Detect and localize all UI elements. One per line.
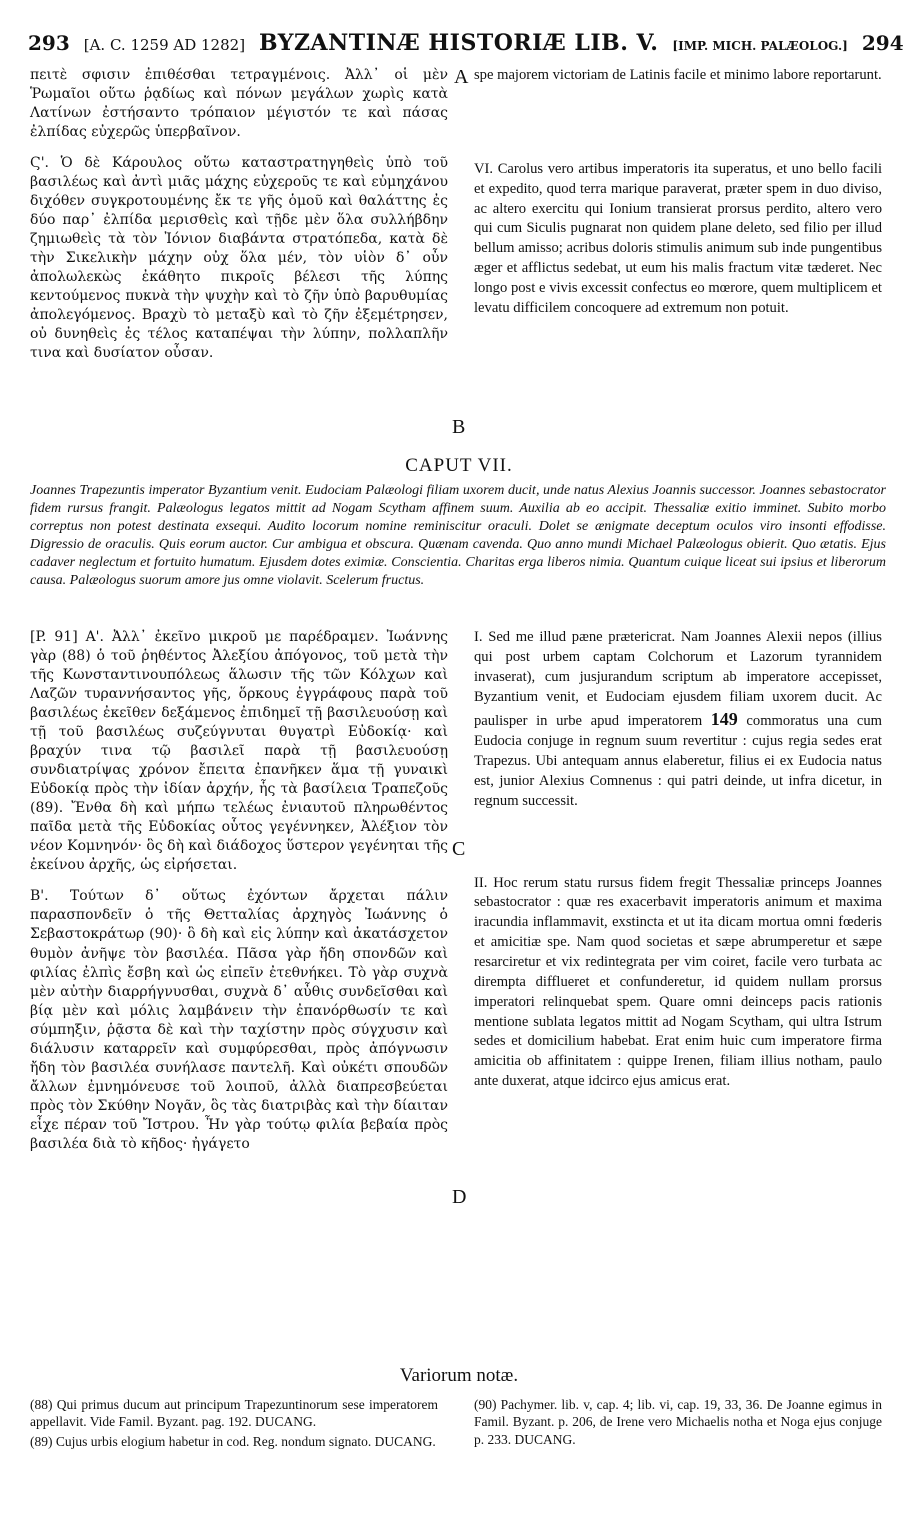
margin-letter-d: D (452, 1186, 467, 1208)
footnote-90: (90) Pachymer. lib. v, cap. 4; lib. vi, cap. 19, 33, 36. De Joanne egimus in Famil. Byzant. p. 206, de Irene vero Michaelis notha et Noga ejus conjuge p. 233. DUCANG. (474, 1397, 882, 1447)
page-number-left: 293 (28, 31, 70, 55)
header-emperor: [IMP. MICH. PALÆOLOG.] (672, 39, 848, 53)
latin-column-section-1 (474, 628, 882, 1104)
running-title: BYZANTINÆ HISTORIÆ LIB. V. (259, 30, 659, 56)
margin-letter-a: A (454, 66, 469, 88)
notes-left-column (30, 1396, 438, 1452)
latin-paragraph-section-6: VI. Carolus vero artibus imperatoris ita superatus, et uno bello facili et expedito, quod terra marique paraverat, præter spem in duo diviso, ac altero exercitu qui Ionium transierat prorsus perdito, altero vero qui cum Siculis pugnarat non quidem plane deleto, sed filio per illud bellum amisso; acribus doloris stimulis animum sub inde pungentibus æger et afflictus sedebat, ut eum his malis fractum vitæ tæderet. Nec longo post e vivis excessit confectus eo mœrore, quem multiplicem et levatu difficilem concoquere ad extremum non potuit. (474, 160, 882, 316)
margin-page-number: 149 (710, 709, 738, 730)
chapter-summary: Joannes Trapezuntis imperator Byzantium venit. Eudociam Palæologi filiam uxorem ducit, unde natus Alexius Joannis successor. Joannes sebastocrator fidem rursus frangit. Palæologus legatos mittit ad Nogam Scytham affinem suum. Auxilia ab eo accipit. Thessaliæ exitio imminet. Subito morbo correptus non potest destinata exsequi. Audito locorum nomine reminiscitur oraculi. Dolet se ænigmate deceptum oculos viro insonti effodisse. Digressio de oraculis. Quis eorum auctor. Cur ambigua et obscura. Quænam cavenda. Quo anno mundi Michael Palæologus obierit. Quo ætatis. Ejus cadaver neglectum et fortuito humatum. Ejusdem dotes eximiæ. Conscientia. Charitas erga liberos nimia. Quantum cuique liceat sui ipsius et liberorum causa. Palæologus suorum amore jus omne violavit. Scelerum fructus. (30, 483, 886, 588)
latin-section-1-part-a: I. Sed me illud pæne prætericrat. Nam Joannes Alexii nepos (illius qui post urbem captam Colchorum et Lazorum tyrannidem invaserat), cum jusjurandum scriptum ab imperatore accepisset, Byzantium venit, et Eudociam ejusdem filiam uxorem ducit. Ac paulisper in urbe apud imperatorem (474, 629, 882, 730)
latin-column-top (474, 66, 882, 331)
margin-letter-b: B (452, 416, 466, 438)
margin-letter-c: C (452, 838, 466, 860)
footnote-89: (89) Cujus urbis elogium habetur in cod. Reg. nondum signato. DUCANG. (30, 1433, 436, 1449)
greek-paragraph-section-1: [P. 91] Α'. Ἀλλ᾽ ἐκεῖνο μικροῦ με παρέδραμεν. Ἰωάννης γὰρ (88) ὁ τοῦ ῥηθέντος Ἀλεξίου ἀπόγονος, τοῦ μετὰ τὴν τῆς Κωνσταντινουπόλεως ἅλωσιν τῆς τῶν Κόλχων καὶ Λαζῶν τυραννήσαντος γῆς, ὅρκους ἐγγράφους παρὰ τοῦ βασιλέως ἐκεῖθεν δεξάμενος ἐπιδημεῖ τῇ βασιλευούσῃ καὶ τῇ τοῦ βασιλέως συζεύγνυται θυγατρὶ Εὐδοκίᾳ· καὶ βραχύν τινα τῷ βασιλεῖ παρὰ τῇ βασιλευούσῃ συνδιατρίψας χρόνον ἔπειτα ἐπανῆκεν ἅμα τῇ γυναικὶ Εὐδοκίᾳ πρὸς τὴν ἰδίαν ἀρχήν, ἧς τὰ βασίλεια Τραπεζοῦς (89). Ἔνθα δὴ καὶ μήπω τελέως ἐνιαυτοῦ πληρωθέντος παῖδα μετὰ τῆς Εὐδοκίας οὗτος γεγέννηκεν, Ἀλέξιον τὸν νέον Κομνηνόν· ὃς δὴ καὶ διάδοχος ὕστερον γεγένηται τῆς ἐκείνου ἀρχῆς, ὡς εἰρήσεται. (30, 629, 448, 874)
header-dates: [A. C. 1259 AD 1282] (83, 36, 246, 54)
page-number-right: 294 (861, 31, 904, 55)
running-header (28, 30, 904, 62)
chapter-title: CAPUT VII. (405, 455, 513, 476)
notes-heading: Variorum notæ. (399, 1365, 519, 1386)
greek-paragraph-section-2: Β'. Τούτων δ᾽ οὕτως ἐχόντων ἄρχεται πάλιν παρασπονδεῖν ὁ τῆς Θετταλίας ἀρχηγὸς Ἰωάννης ὁ Σεβαστοκράτωρ (90)· ὃ δὴ καὶ εἰς λύπην καὶ ἀκατάσχετον θυμὸν ἀνῆψε τὸν βασιλέα. Πᾶσα γὰρ ἤδη σπονδῶν καὶ φιλίας ἐλπὶς ἔσβη καὶ ὡς εἰπεῖν ἐτεθνήκει. Τὸ γὰρ συχνὰ μὲν αὐτὴν διαρρήγνυσθαι, συχνὰ δ᾽ αὖθις συνδεῖσθαι καὶ βίᾳ μὲν καὶ μόλις λαμβάνειν τὴν ἐπανόρθωσίν τε καὶ σύμπηξιν, ῥᾷστα δὲ καὶ τὴν ταχίστην πρὸς σύγχυσιν καὶ διάλυσιν καταρρεῖν καὶ συμφύρεσθαι, πρὸς ἀπόγνωσιν ἤδη τὸν βασιλέα συνήλασε παντελῆ. Καὶ οὐκέτι σπουδῶν ἄλλων ἐμνημόνευσε τοῦ λοιποῦ, ἀλλὰ διαπρεσβεύεται πρὸς τὸν Σκύθην Νογᾶν, ὃς τὰς διατριβὰς καὶ τὴν δίαιταν εἶχε πέραν τοῦ Ἴστρου. Ἦν γὰρ τούτῳ φιλία βεβαία πρὸς βασιλέα διὰ τὸ κῆδος· ἠγάγετο (30, 888, 448, 1152)
greek-column-section-1 (30, 628, 448, 1166)
greek-paragraph-section-6: Ϛ'. Ὁ δὲ Κάρουλος οὕτω καταστρατηγηθεὶς ὑπὸ τοῦ βασιλέως καὶ ἀντὶ μιᾶς μάχης εὐχεροῦς τε καὶ εὐμηχάνου διχόθεν συγκροτουμένης ἔκ τε γῆς ὁμοῦ καὶ θαλάττης ἐς δύο παρ᾽ ἐλπίδα μερισθεὶς καὶ τῇδε μὲν ὅλα συλλήβδην ζημιωθεὶς τὰ τὸν Ἰόνιον διαβάντα στρατόπεδα, κατὰ δὲ τὴν Σικελικὴν μάχην οὐχ ὅλα μέν, τὸν υἱὸν δ᾽ οὖν ἀπολωλεκὼς ἐκάθητο πικροῖς βέλεσι τῆς λύπης κεντούμενος πυκνὰ τὴν ψυχὴν καὶ τὸ ζῆν ὑπὸ βαρυθυμίας ἀπολεγόμενος. Βραχὺ τὸ μεταξὺ καὶ τὸ ζῆν ἐξεμέτρησεν, οὐ δυνηθεὶς ἐς τέλος καταπέψαι τὴν λύπην, πολλαπλῆν τινα καὶ δυσίατον οὖσαν. (30, 155, 448, 362)
greek-column-top (30, 66, 448, 375)
latin-paragraph-intro: spe majorem victoriam de Latinis facile et minimo labore reportarunt. (474, 67, 882, 83)
notes-right-column (474, 1396, 882, 1450)
latin-section-1-part-b: commoratus una cum Eudocia conjuge in regnum suum revertitur : cujus regia sedes erat Trapezus. Ubi antequam annus elaberetur, filius ei ex Eudocia natus est, junior Alexius Comnenus : qui patri deinde, ut infra dicetur, in regnum successit. (474, 713, 882, 809)
greek-paragraph-intro: πειτὲ σφισιν ἐπιθέσθαι τετραγμένοις. Ἀλλ᾽ οἱ μὲν Ῥωμαῖοι οὕτω ῥᾳδίως καὶ πόνων μεγάλων χωρὶς κατὰ Λατίνων ἐστήσαντο τρόπαιον μέγιστόν τε καὶ πάσας ἐλπίδας εὐχερῶς ὑπερβαῖνον. (30, 67, 448, 141)
latin-paragraph-section-1 (474, 628, 882, 812)
latin-paragraph-section-2: II. Hoc rerum statu rursus fidem fregit Thessaliæ princeps Joannes sebastocrator : quæ res exacerbavit imperatoris animum et maxima iracundia inflammavit, exstincta et ut ita dicam mortua omni fœderis et amicitiæ spe. Nam quod societas et sæpe abrumperetur et sæpe resarciretur et vix redintegrata per vim coiret, facile vero turbata ac dirempta difflueret et confunderetur, id quidem nullam prorsus imperatori relinquebat spem. Quare omni deinceps pacis rationis mentione sublata legatos mittit ad Nogam Scytham, qui ultra Istrum sedes et domicilium habebat. Erat enim huic cum imperatore firma amicitia ob affinitatem : quippe Irenen, filiam illius notham, paulo ante duxerat, atque idcirco ejus amicus erat. (474, 874, 882, 1090)
footnote-88: (88) Qui primus ducum aut principum Trapezuntinorum sese imperatorem appellavit. Vide Famil. Byzant. pag. 192. DUCANG. (30, 1397, 438, 1430)
